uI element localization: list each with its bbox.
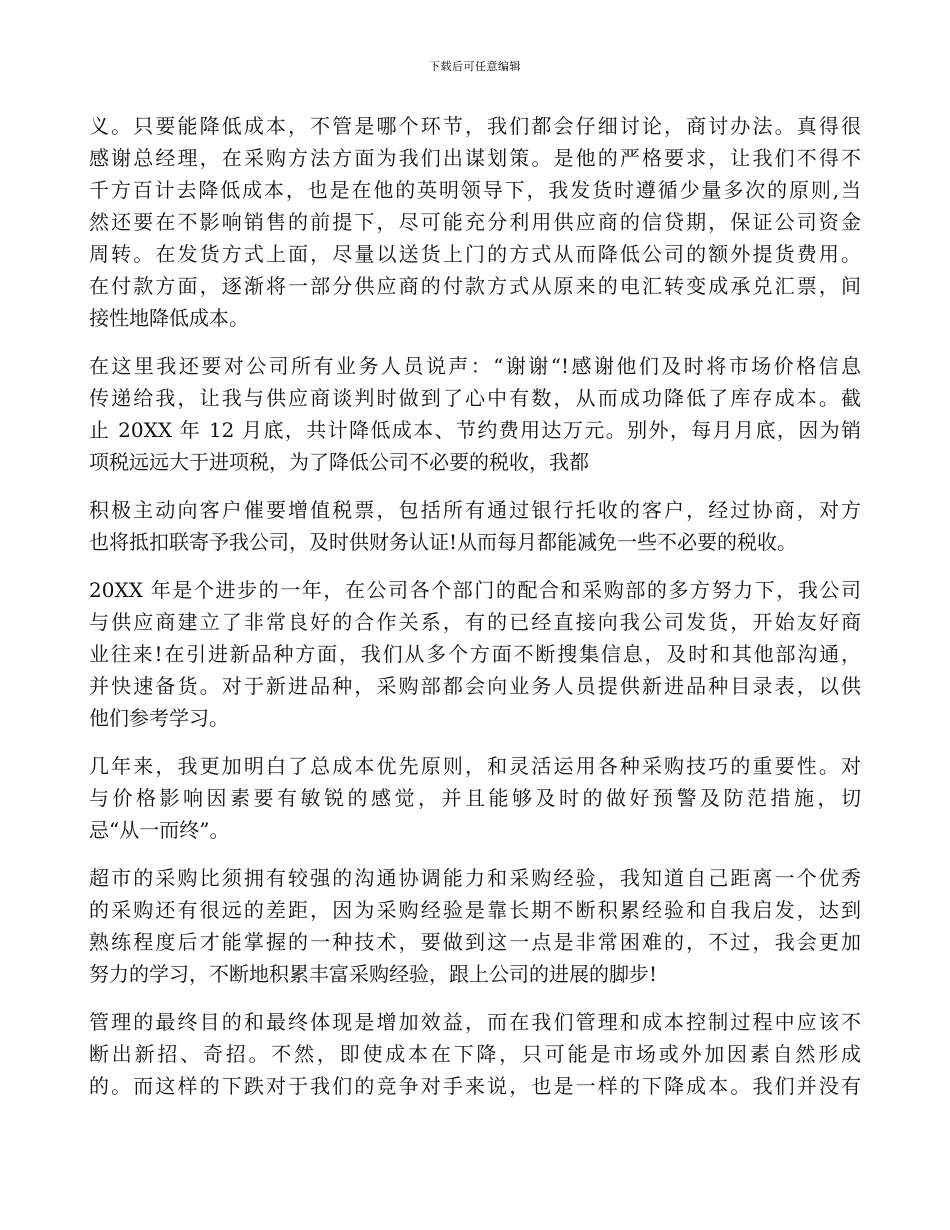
text-line: 忌“从一而终”。 bbox=[89, 818, 230, 842]
text-line: 也将抵扣联寄予我公司，及时供财务认证!从而每月都能减免一些不必要的税收。 bbox=[89, 530, 798, 554]
text-line: 熟练程度后才能掌握的一种技术，要做到这一点是非常困难的，不过，我会更加 bbox=[89, 930, 861, 954]
text-line: 20XX 年是个进步的一年，在公司各个部门的配合和采购部的多方努力下，我公司 bbox=[89, 578, 861, 602]
text-line: 与价格影响因素要有敏锐的感觉，并且能够及时的做好预警及防范措施，切 bbox=[89, 786, 861, 810]
text-line: 感谢总经理，在采购方法方面为我们出谋划策。是他的严格要求，让我们不得不 bbox=[89, 146, 861, 170]
text-line: 接性地降低成本。 bbox=[89, 306, 249, 330]
text-line: 并快速备货。对于新进品种，采购部都会向业务人员提供新进品种目录表，以供 bbox=[89, 674, 861, 698]
text-line: 周转。在发货方式上面，尽量以送货上门的方式从而降低公司的额外提货费用。 bbox=[89, 242, 861, 266]
text-line: 几年来，我更加明白了总成本优先原则，和灵活运用各种采购技巧的重要性。对 bbox=[89, 754, 861, 778]
text-line: 传递给我，让我与供应商谈判时做到了心中有数，从而成功降低了库存成本。截 bbox=[89, 386, 861, 410]
page-header: 下载后可任意编辑 bbox=[429, 60, 521, 73]
paragraph bbox=[89, 110, 861, 334]
text-line: 超市的采购比须拥有较强的沟通协调能力和采购经验，我知道自己距离一个优秀 bbox=[89, 866, 861, 890]
text-line: 项税远远大于进项税，为了降低公司不必要的税收，我都 bbox=[89, 450, 589, 474]
text-line: 业往来!在引进新品种方面，我们从多个方面不断搜集信息，及时和其他部沟通， bbox=[89, 642, 861, 666]
text-line: 千方百计去降低成本，也是在他的英明领导下，我发货时遵循少量多次的原则,当 bbox=[89, 178, 861, 202]
text-line: 在这里我还要对公司所有业务人员说声：“谢谢“!感谢他们及时将市场价格信息 bbox=[89, 354, 861, 378]
paragraph bbox=[89, 750, 861, 846]
paragraph bbox=[89, 862, 861, 990]
text-line: 的采购还有很远的差距，因为采购经验是靠长期不断积累经验和自我启发，达到 bbox=[89, 898, 861, 922]
paragraph bbox=[89, 494, 861, 558]
text-line: 然还要在不影响销售的前提下，尽可能充分利用供应商的信贷期，保证公司资金 bbox=[89, 210, 861, 234]
text-line: 的。而这样的下跌对于我们的竞争对手来说，也是一样的下降成本。我们并没有 bbox=[89, 1074, 861, 1098]
document-body bbox=[89, 110, 861, 1118]
text-line: 断出新招、奇招。不然，即使成本在下降，只可能是市场或外加因素自然形成 bbox=[89, 1042, 861, 1066]
text-line: 止 20XX 年 12 月底，共计降低成本、节约费用达万元。别外，每月月底，因为销 bbox=[89, 418, 861, 442]
text-line: 他们参考学习。 bbox=[89, 706, 229, 730]
text-line: 管理的最终目的和最终体现是增加效益，而在我们管理和成本控制过程中应该不 bbox=[89, 1010, 861, 1034]
text-line: 在付款方面，逐渐将一部分供应商的付款方式从原来的电汇转变成承兑汇票，间 bbox=[89, 274, 861, 298]
text-line: 义。只要能降低成本，不管是哪个环节，我们都会仔细讨论，商讨办法。真得很 bbox=[89, 114, 861, 138]
paragraph bbox=[89, 1006, 861, 1102]
paragraph bbox=[89, 574, 861, 734]
text-line: 努力的学习，不断地积累丰富采购经验，跟上公司的进展的脚步! bbox=[89, 962, 658, 986]
paragraph bbox=[89, 350, 861, 478]
text-line: 与供应商建立了非常良好的合作关系，有的已经直接向我公司发货，开始友好商 bbox=[89, 610, 861, 634]
text-line: 积极主动向客户催要增值税票，包括所有通过银行托收的客户，经过协商，对方 bbox=[89, 498, 861, 522]
